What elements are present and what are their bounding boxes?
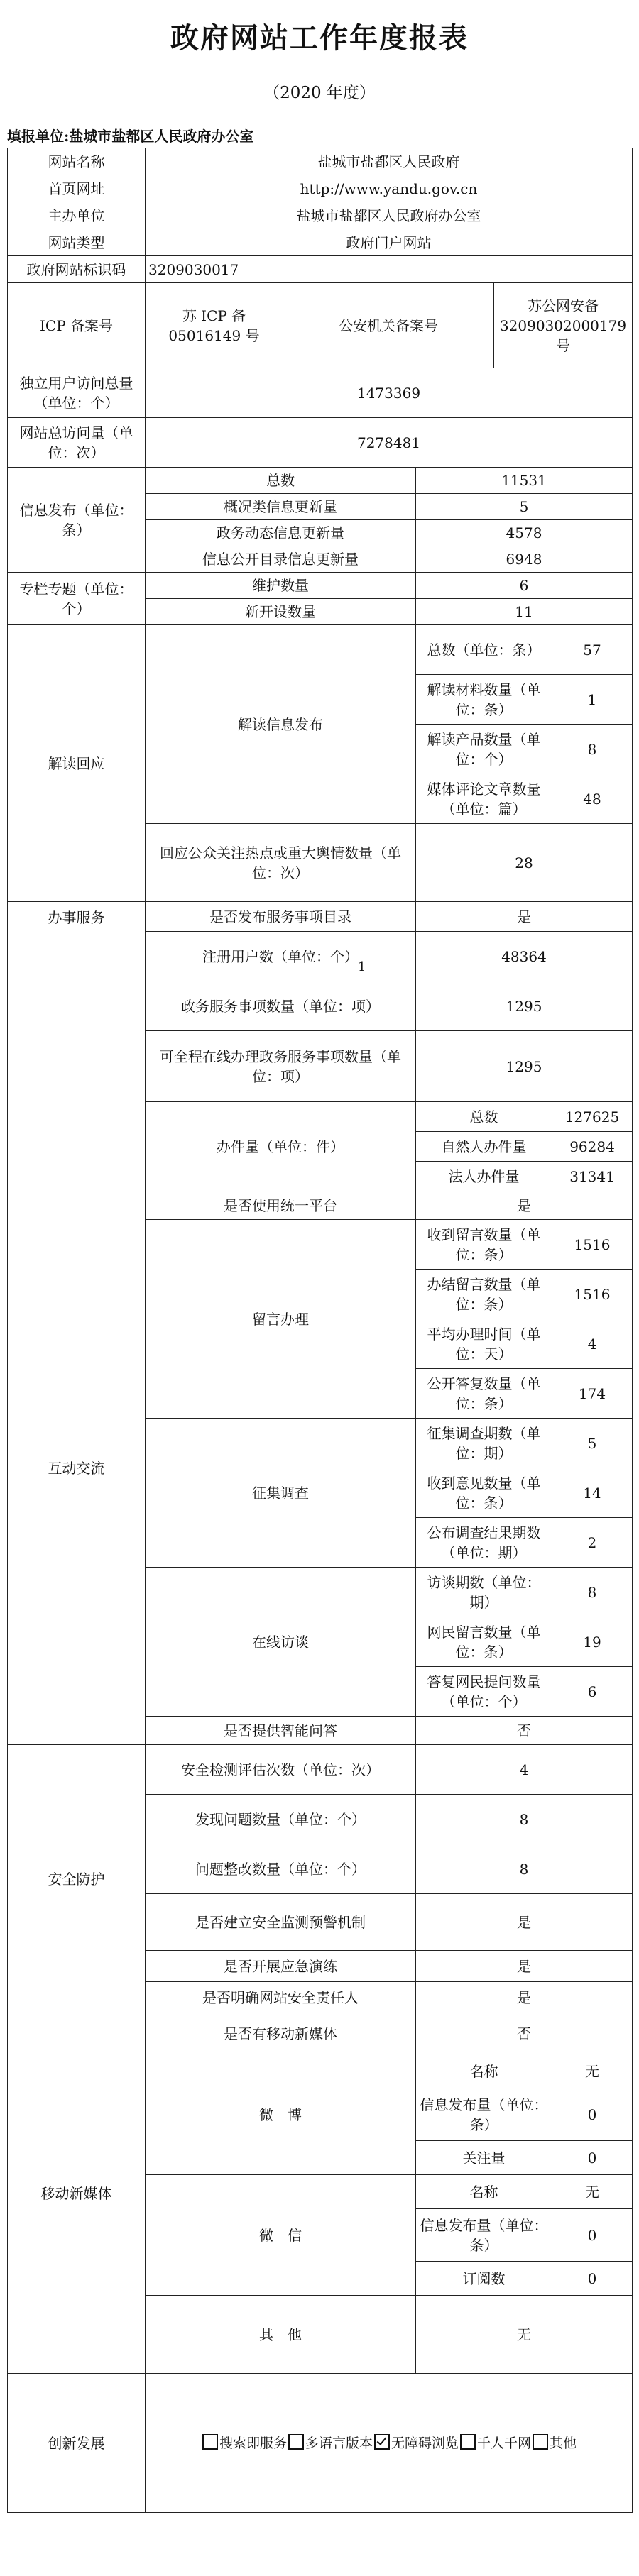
site-name: 盐城市盐都区人民政府 — [146, 148, 633, 175]
police-record-label: 公安机关备案号 — [283, 283, 494, 368]
info-publish-label: 信息发布（单位：条） — [8, 468, 146, 573]
weibo-row-value: 0 — [552, 2088, 633, 2141]
security-row-value: 是 — [416, 1894, 633, 1951]
survey-row-value: 5 — [552, 1419, 633, 1468]
site-type-label: 网站类型 — [8, 229, 146, 256]
other-media-value: 无 — [416, 2296, 633, 2374]
innovation-option[interactable]: 多语言版本 — [287, 2435, 373, 2451]
site-id-label: 政府网站标识码 — [8, 256, 146, 283]
innovation-option[interactable]: 无障碍浏览 — [373, 2435, 459, 2451]
info-row-value: 11531 — [416, 468, 633, 494]
interpret-publish-label: 解读信息发布 — [146, 625, 416, 824]
hot-response-value: 28 — [416, 824, 633, 902]
security-row-value: 8 — [416, 1844, 633, 1894]
cases-row-label: 法人办件量 — [416, 1162, 552, 1191]
msg-row-value: 174 — [552, 1369, 633, 1419]
security-row-label: 安全检测评估次数（单位：次） — [146, 1745, 416, 1795]
cases-row-label: 自然人办件量 — [416, 1132, 552, 1162]
info-row-value: 4578 — [416, 520, 633, 546]
survey-row-value: 14 — [552, 1468, 633, 1518]
talk-row-value: 19 — [552, 1617, 633, 1667]
homepage-url-label: 首页网址 — [8, 175, 146, 202]
interpret-row-label: 解读产品数量（单位：个） — [416, 725, 552, 774]
security-label: 安全防护 — [8, 1745, 146, 2013]
interpret-row-value: 48 — [552, 774, 633, 824]
platform-value: 是 — [416, 1191, 633, 1220]
info-row-label: 概况类信息更新量 — [146, 494, 416, 520]
host-unit-label: 主办单位 — [8, 202, 146, 229]
security-row-label: 是否开展应急演练 — [146, 1951, 416, 1982]
service-items-value: 1295 — [416, 981, 633, 1031]
service-label: 办事服务 — [8, 902, 146, 1191]
info-row-value: 5 — [416, 494, 633, 520]
site-name-label: 网站名称 — [8, 148, 146, 175]
filling-unit: 填报单位:盐城市盐都区人民政府办公室 — [7, 128, 254, 145]
smart-qa-label: 是否提供智能问答 — [146, 1717, 416, 1745]
weibo-label: 微 博 — [146, 2054, 416, 2175]
service-catalog-value: 是 — [416, 902, 633, 932]
report-title: 政府网站工作年度报表 — [170, 21, 469, 55]
service-catalog-label: 是否发布服务事项目录 — [146, 902, 416, 932]
cases-row-value: 31341 — [552, 1162, 633, 1191]
checkbox-icon[interactable] — [532, 2434, 548, 2450]
talk-row-value: 8 — [552, 1568, 633, 1617]
online-interview-label: 在线访谈 — [146, 1568, 416, 1717]
wechat-row-value: 0 — [552, 2209, 633, 2262]
info-row-label: 信息公开目录信息更新量 — [146, 546, 416, 573]
msg-row-value: 1516 — [552, 1220, 633, 1270]
wechat-row-value: 0 — [552, 2262, 633, 2296]
cases-row-value: 96284 — [552, 1132, 633, 1162]
talk-row-label: 访谈期数（单位：期） — [416, 1568, 552, 1617]
checkbox-checked-icon[interactable] — [374, 2434, 390, 2450]
msg-row-label: 公开答复数量（单位：条） — [416, 1369, 552, 1419]
checkbox-icon[interactable] — [288, 2434, 304, 2450]
other-media-label: 其 他 — [146, 2296, 416, 2374]
service-items-label: 政务服务事项数量（单位：项） — [146, 981, 416, 1031]
interpret-row-label: 总数（单位：条） — [416, 625, 552, 675]
survey-row-value: 2 — [552, 1518, 633, 1568]
host-unit: 盐城市盐都区人民政府办公室 — [146, 202, 633, 229]
info-row-label: 总数 — [146, 468, 416, 494]
security-row-label: 发现问题数量（单位：个） — [146, 1795, 416, 1844]
security-row-value: 4 — [416, 1745, 633, 1795]
site-type: 政府门户网站 — [146, 229, 633, 256]
interpret-row-value: 1 — [552, 675, 633, 725]
hot-response-label: 回应公众关注热点或重大舆情数量（单位：次） — [146, 824, 416, 902]
smart-qa-value: 否 — [416, 1717, 633, 1745]
platform-label: 是否使用统一平台 — [146, 1191, 416, 1220]
special-row-value: 11 — [416, 599, 633, 625]
wechat-row-label: 订阅数 — [416, 2262, 552, 2296]
survey-row-label: 公布调查结果期数（单位：期） — [416, 1518, 552, 1568]
innovation-option[interactable]: 搜索即服务 — [201, 2435, 287, 2451]
interpret-row-value: 57 — [552, 625, 633, 675]
interpret-label: 解读回应 — [8, 625, 146, 902]
security-row-label: 是否建立安全监测预警机制 — [146, 1894, 416, 1951]
registered-users-value: 48364 — [416, 932, 633, 981]
cases-row-label: 总数 — [416, 1102, 552, 1132]
security-row-value: 是 — [416, 1982, 633, 2013]
talk-row-label: 答复网民提问数量（单位：个） — [416, 1667, 552, 1717]
weibo-row-value: 0 — [552, 2141, 633, 2175]
checkbox-icon[interactable] — [202, 2434, 218, 2450]
icp-number: 苏 ICP 备 05016149 号 — [146, 283, 283, 368]
security-row-value: 是 — [416, 1951, 633, 1982]
weibo-row-value: 无 — [552, 2054, 633, 2088]
police-record-number: 苏公网安备 32090302000179 号 — [494, 283, 633, 368]
has-mobile-value: 否 — [416, 2013, 633, 2054]
page-views: 7278481 — [146, 418, 633, 468]
innovation-option[interactable]: 千人千网 — [459, 2435, 531, 2451]
mobile-media-label: 移动新媒体 — [8, 2013, 146, 2374]
info-row-value: 6948 — [416, 546, 633, 573]
weibo-row-label: 信息发布量（单位：条） — [416, 2088, 552, 2141]
talk-row-value: 6 — [552, 1667, 633, 1717]
cases-row-value: 127625 — [552, 1102, 633, 1132]
msg-row-value: 4 — [552, 1319, 633, 1369]
report-table — [7, 148, 633, 2513]
interact-label: 互动交流 — [8, 1191, 146, 1745]
unique-visitors-label: 独立用户访问总量（单位：个） — [8, 368, 146, 418]
interpret-row-label: 媒体评论文章数量（单位：篇） — [416, 774, 552, 824]
wechat-row-value: 无 — [552, 2175, 633, 2209]
checkbox-icon[interactable] — [460, 2434, 476, 2450]
wechat-row-label: 信息发布量（单位：条） — [416, 2209, 552, 2262]
survey-label: 征集调查 — [146, 1419, 416, 1568]
special-row-label: 新开设数量 — [146, 599, 416, 625]
interpret-row-label: 解读材料数量（单位：条） — [416, 675, 552, 725]
has-mobile-label: 是否有移动新媒体 — [146, 2013, 416, 2054]
info-row-label: 政务动态信息更新量 — [146, 520, 416, 546]
special-topics-label: 专栏专题（单位：个） — [8, 573, 146, 625]
registered-users-label: 注册用户数（单位：个） — [146, 932, 416, 981]
msg-row-label: 收到留言数量（单位：条） — [416, 1220, 552, 1270]
stray-mark: 1 — [358, 959, 366, 974]
cases-label: 办件量（单位：件） — [146, 1102, 416, 1191]
innovation-option[interactable]: 其他 — [531, 2435, 577, 2451]
msg-row-label: 办结留言数量（单位：条） — [416, 1270, 552, 1319]
unique-visitors: 1473369 — [146, 368, 633, 418]
innovation-options — [146, 2374, 633, 2513]
online-items-value: 1295 — [416, 1031, 633, 1102]
msg-row-value: 1516 — [552, 1270, 633, 1319]
innovation-label: 创新发展 — [8, 2374, 146, 2513]
survey-row-label: 收到意见数量（单位：条） — [416, 1468, 552, 1518]
icp-label: ICP 备案号 — [8, 283, 146, 368]
weibo-row-label: 名称 — [416, 2054, 552, 2088]
homepage-url: http://www.yandu.gov.cn — [146, 175, 633, 202]
page-views-label: 网站总访问量（单位：次） — [8, 418, 146, 468]
special-row-label: 维护数量 — [146, 573, 416, 599]
security-row-label: 问题整改数量（单位：个） — [146, 1844, 416, 1894]
security-row-value: 8 — [416, 1795, 633, 1844]
site-id: 3209030017 — [146, 256, 633, 283]
interpret-row-value: 8 — [552, 725, 633, 774]
report-year: （2020 年度） — [263, 84, 376, 102]
talk-row-label: 网民留言数量（单位：条） — [416, 1617, 552, 1667]
msg-row-label: 平均办理时间（单位：天） — [416, 1319, 552, 1369]
survey-row-label: 征集调查期数（单位：期） — [416, 1419, 552, 1468]
message-handling-label: 留言办理 — [146, 1220, 416, 1419]
online-items-label: 可全程在线办理政务服务事项数量（单位：项） — [146, 1031, 416, 1102]
wechat-label: 微 信 — [146, 2175, 416, 2296]
security-row-label: 是否明确网站安全责任人 — [146, 1982, 416, 2013]
special-row-value: 6 — [416, 573, 633, 599]
weibo-row-label: 关注量 — [416, 2141, 552, 2175]
wechat-row-label: 名称 — [416, 2175, 552, 2209]
